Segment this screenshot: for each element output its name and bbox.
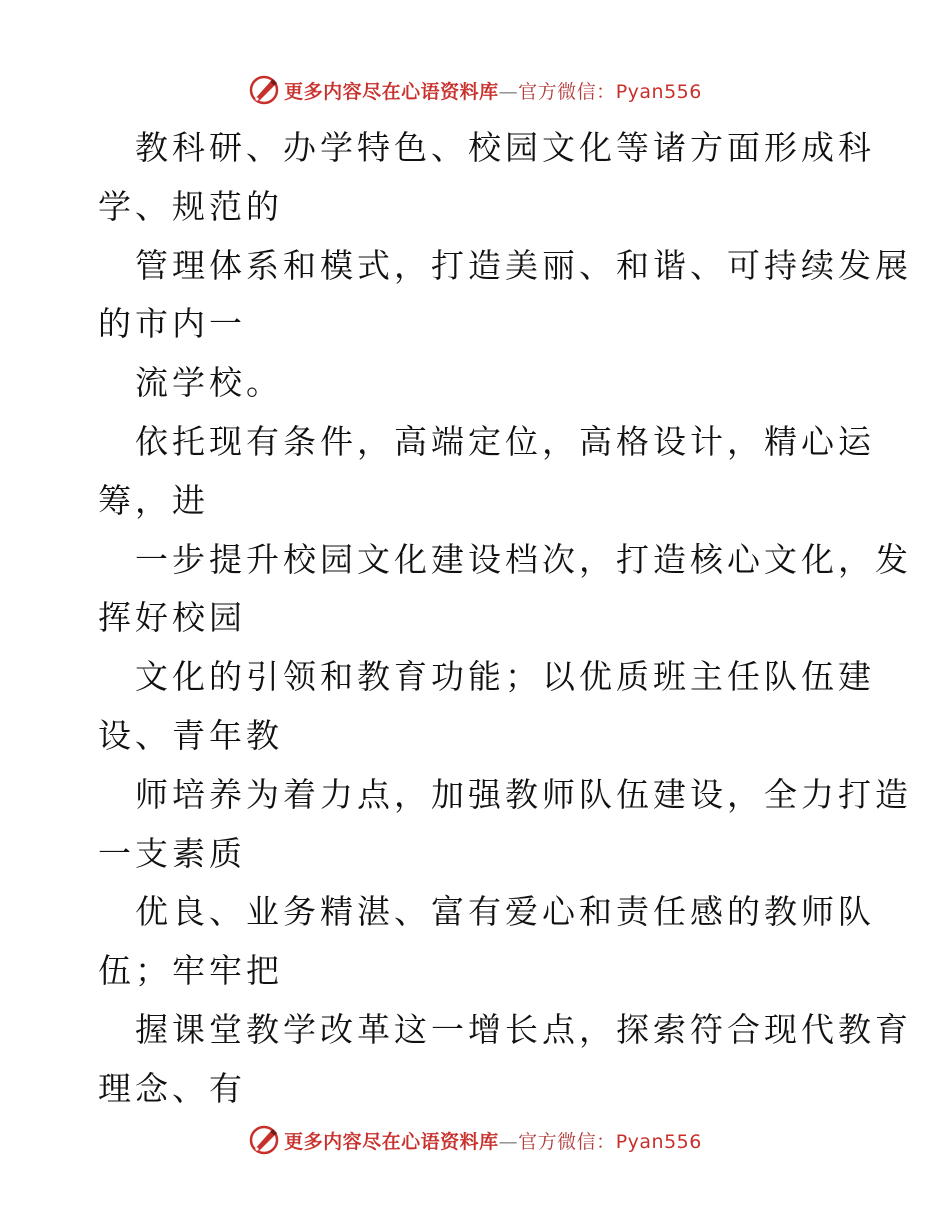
banner-wechat-label: 官方微信： [518,1130,616,1153]
footer-banner [0,1122,950,1158]
banner-brand: 更多内容尽在心语资料库 [284,1130,499,1153]
text-line: 的市内一 [98,304,246,344]
document-body [98,119,912,1119]
text-line: 一支素质 [98,833,246,873]
banner-dash: — [498,80,519,103]
banner-wechat-label: 官方微信： [518,80,616,103]
text-line: 流学校。 [135,363,283,403]
text-line: 文化的引领和教育功能；以优质班主任队伍建 [135,657,875,697]
text-line: 依托现有条件，高端定位，高格设计，精心运 [135,421,875,461]
text-line: 一步提升校园文化建设档次，打造核心文化，发 [135,539,912,579]
text-line: 筹，进 [98,480,209,520]
banner-text [284,1127,702,1154]
text-line: 伍；牢牢把 [98,951,283,991]
text-line: 理念、有 [98,1068,246,1108]
header-banner [0,72,950,108]
text-line: 师培养为着力点，加强教师队伍建设，全力打造 [135,774,912,814]
banner-brand: 更多内容尽在心语资料库 [284,80,499,103]
banner-wechat-id: Pyan556 [615,80,702,103]
text-line: 挥好校园 [98,598,246,638]
text-line: 设、青年教 [98,715,283,755]
text-line: 管理体系和模式，打造美丽、和谐、可持续发展 [135,245,912,285]
pen-logo-icon [248,74,280,106]
banner-wechat-id: Pyan556 [615,1130,702,1153]
text-line: 教科研、办学特色、校园文化等诸方面形成科 [135,128,875,167]
pen-logo-icon [248,1124,280,1156]
text-line: 学、规范的 [98,186,283,226]
text-line: 优良、业务精湛、富有爱心和责任感的教师队 [135,892,875,932]
banner-text [284,77,702,104]
text-line: 握课堂教学改革这一增长点，探索符合现代教育 [135,1009,912,1049]
banner-dash: — [498,1130,519,1153]
